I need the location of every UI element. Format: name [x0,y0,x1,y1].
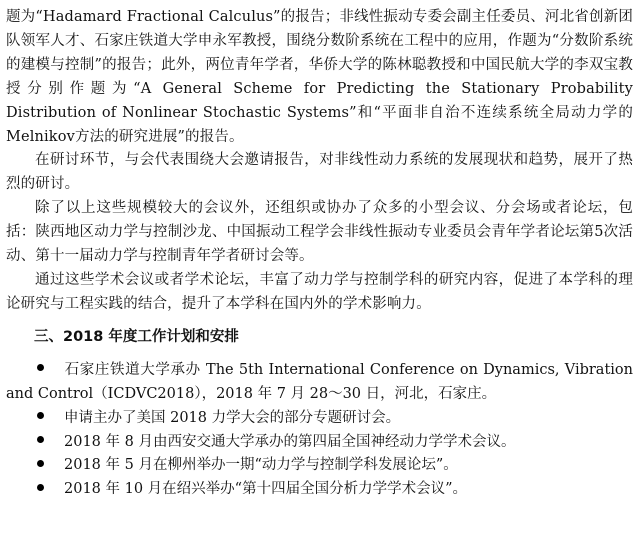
bullet-icon [37,460,44,467]
bullet-icon [37,364,44,371]
paragraph-impact: 通过这些学术会议或者学术论坛，丰富了动力学与控制学科的研究内容，促进了本学科的理论研究与工程实践的结合，提升了本学科在国内外的学术影响力。 [6,271,633,312]
list-item-text: 2018 年 5 月在柳州举办一期“动力学与控制学科发展论坛”。 [64,457,458,474]
paragraph-small-meetings: 除了以上这些规模较大的会议外，还组织或协办了众多的小型会议、分会场或者论坛，包括：陕西地区动力学与控制沙龙、中国振动工程学会非线性振动专业委员会青年学者论坛第5次活动、第十一届动力学与控制青年学者研讨会等。 [6,200,633,265]
list-item-text: 申请主办了美国 2018 力学大会的部分专题研讨会。 [64,409,401,426]
list-item-text: 2018 年 8 月由西安交通大学承办的第四届全国神经动力学学术会议。 [64,433,516,450]
list-item-text: 石家庄铁道大学承办 The 5th International Conference on Dynamics, Vibration and Control（ICDVC2018），2018 年 7 月 28～30 日，河北，石家庄。 [6,361,633,402]
paragraph-discussion: 在研讨环节，与会代表围绕大会邀请报告，对非线性动力系统的发展现状和趋势，展开了热烈的研讨。 [6,152,633,193]
paragraph-reports: 题为“Hadamard Fractional Calculus”的报告；非线性振动专委会副主任委员、河北省创新团队领军人才、石家庄铁道大学申永军教授，围绕分数阶系统在工程中的应用，作题为“分数阶系统的建模与控制”的报告；此外，两位青年学者，华侨大学的陈林聪教授和中国民航大学的李双宝教授分别作题为“A General Scheme for Predicting the Stationary Probability Distribution of Nonlinear Stochastic Systems”和“平面非自治不连续系统全局动力学的Melnikov方法的研究进展”的报告。 [6,9,633,145]
list-item [6,407,633,431]
bullet-icon [37,436,44,443]
bullet-icon [37,484,44,491]
plan-list [6,359,633,502]
list-item [6,454,633,478]
list-item [6,431,633,455]
list-item-text: 2018 年 10 月在绍兴举办“第十四届全国分析力学学术会议”。 [64,481,468,498]
list-item [6,359,633,407]
bullet-icon [37,412,44,419]
section-heading: 三、2018 年度工作计划和安排 [34,328,239,345]
list-item [6,478,633,502]
